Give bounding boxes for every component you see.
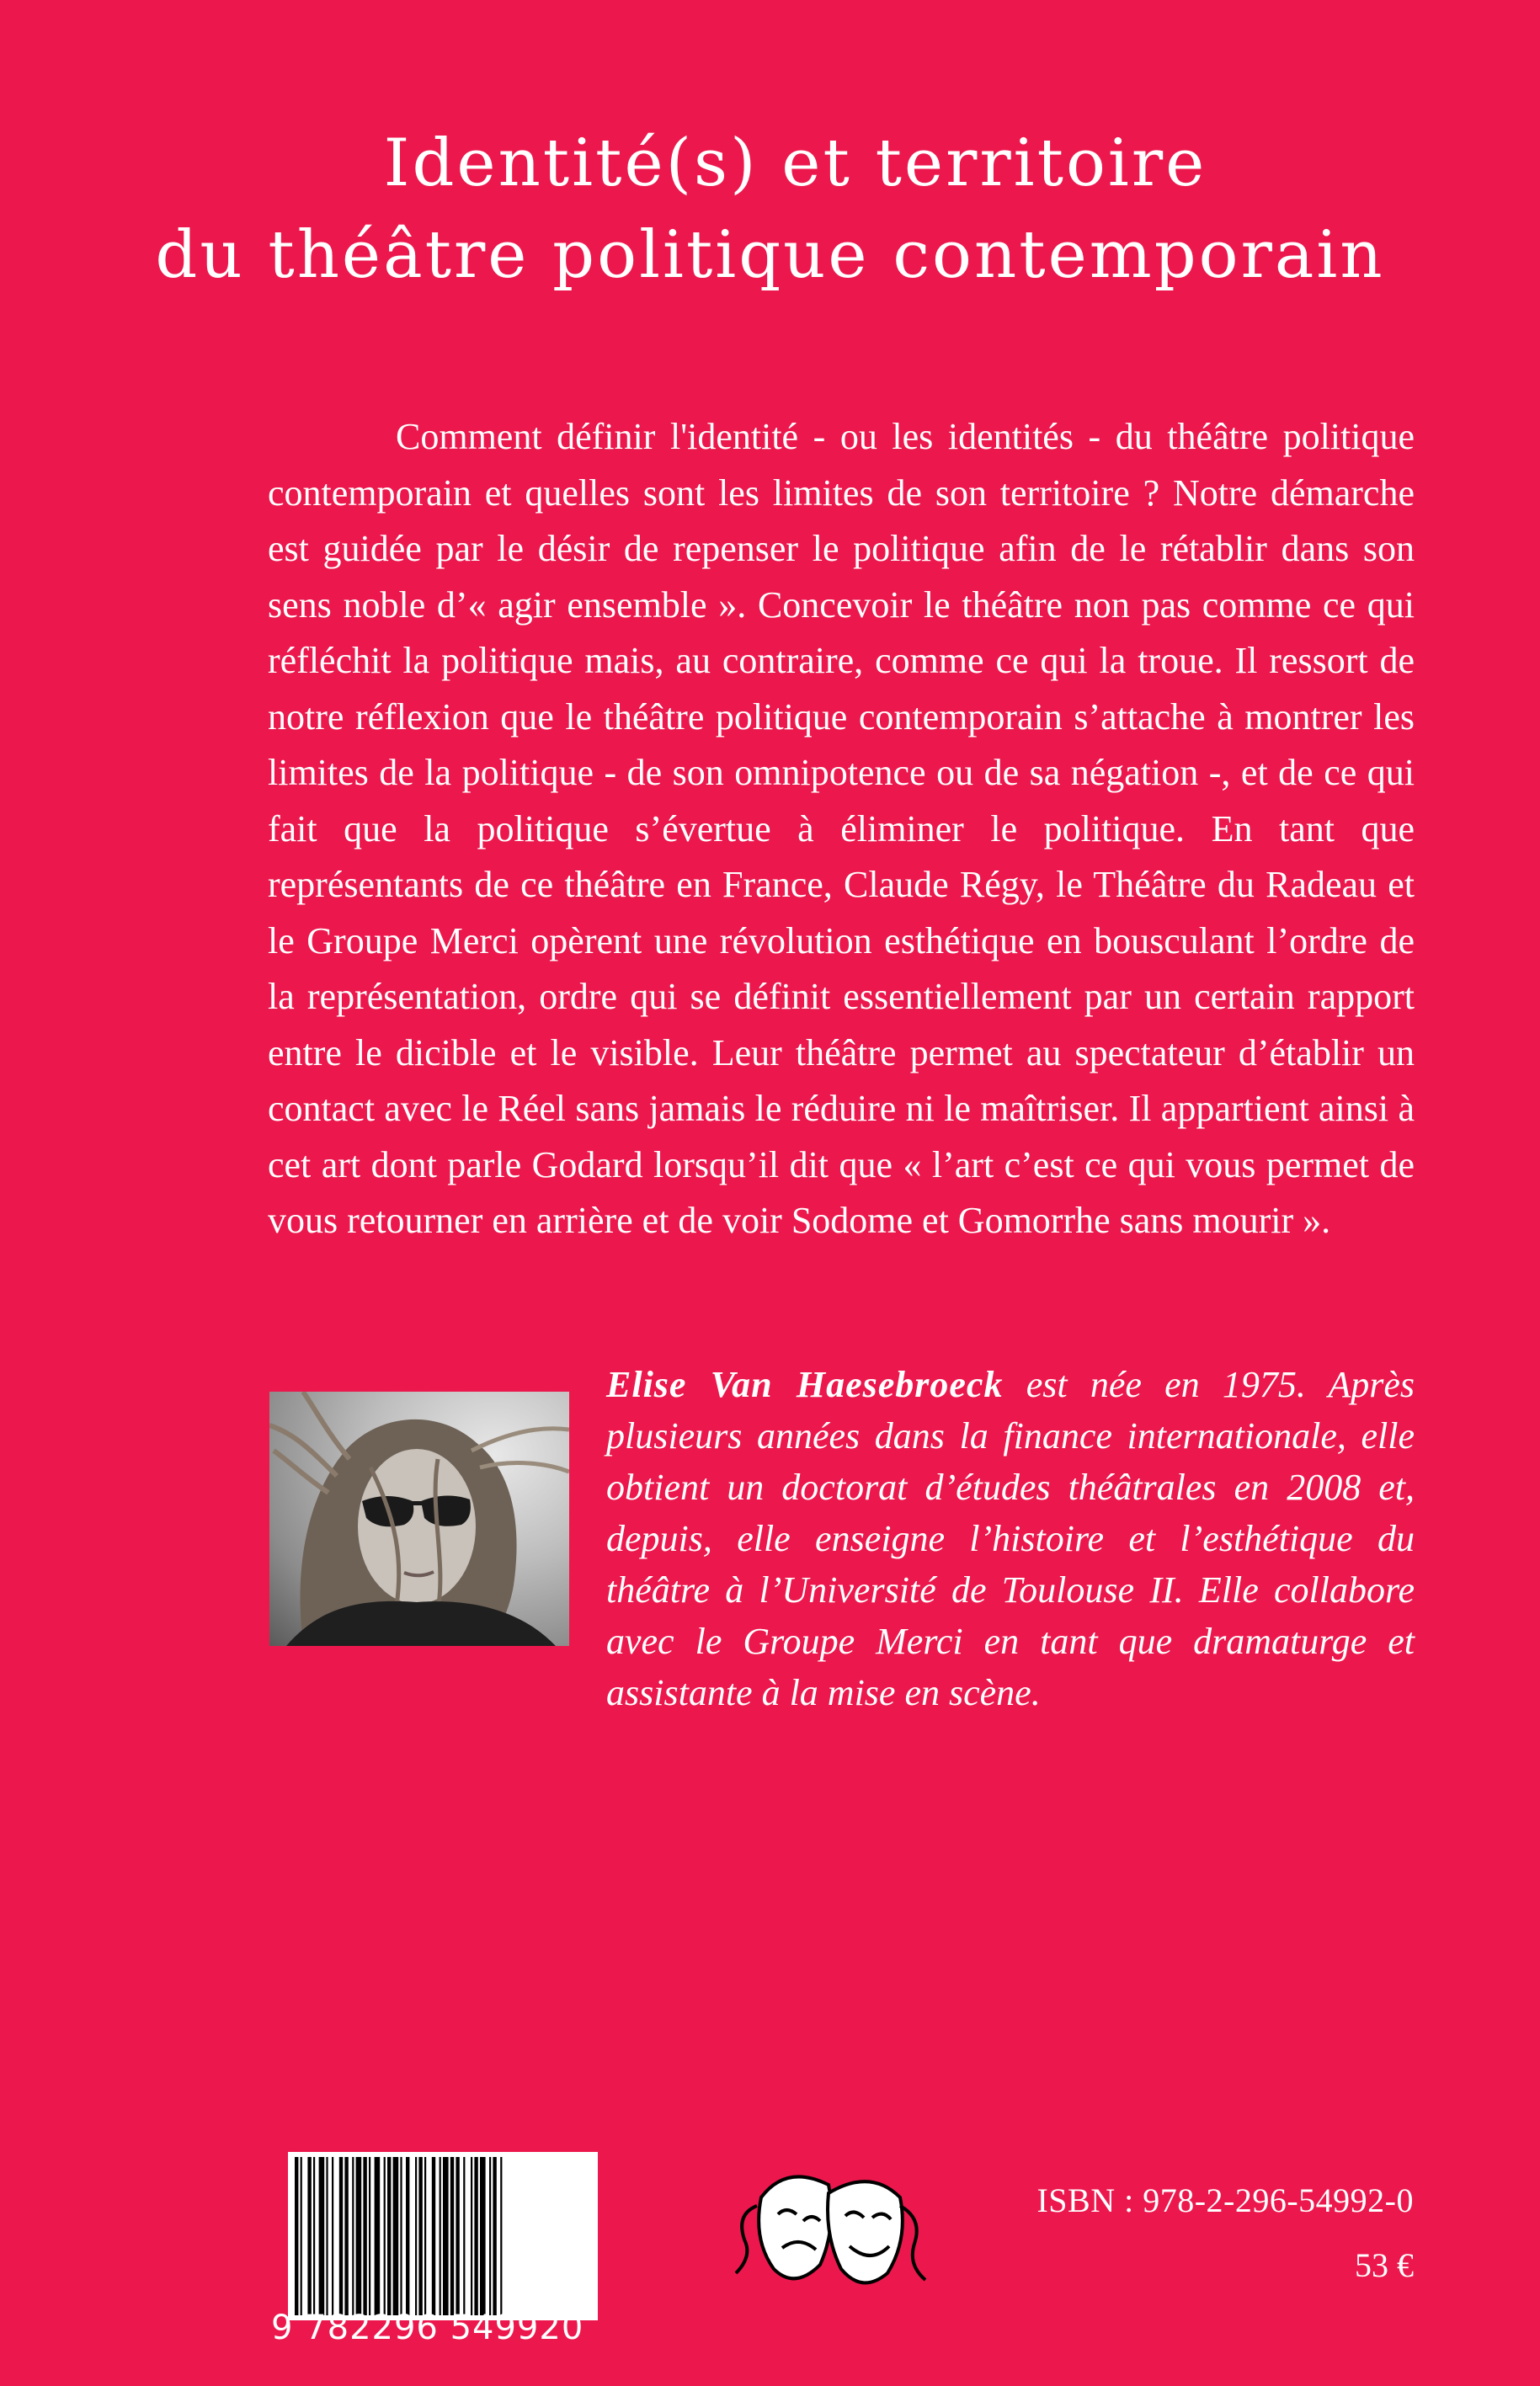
author-bio-text: est née en 1975. Après plusieurs années dans la finance internationale, elle obtient un doctorat d’études théâtrales en 2008 et, depuis, elle enseigne l’histoire et l’esthétique du théâtre à l’Université de Toulouse II. Elle collabore avec le Groupe Merci en tant que dramaturge et assistante à la mise en scène. <box>606 1364 1415 1713</box>
isbn-number: ISBN : 978-2-296-54992-0 <box>1036 2181 1414 2219</box>
barcode-bar <box>493 2157 496 2315</box>
barcode-bar <box>418 2157 422 2315</box>
barcode-bar <box>443 2157 449 2315</box>
barcode-bar <box>440 2157 441 2315</box>
barcode-bar <box>384 2157 386 2315</box>
barcode-bar <box>319 2157 325 2315</box>
barcode-bar <box>456 2157 459 2315</box>
barcode-digits: 9 782296 549920 <box>271 2309 584 2347</box>
barcode-bar <box>500 2157 502 2315</box>
barcode-bar <box>301 2157 302 2315</box>
barcode-bar <box>352 2157 354 2315</box>
theatre-masks-icon <box>727 2147 930 2307</box>
barcode-bar <box>400 2157 402 2315</box>
title-line-2: du théâtre politique contemporain <box>155 217 1385 294</box>
barcode-bar <box>471 2157 472 2315</box>
barcode-bar <box>393 2157 399 2315</box>
barcode-bar <box>313 2157 315 2315</box>
barcode-bar <box>463 2157 465 2315</box>
barcode-bar <box>375 2157 381 2315</box>
author-bio <box>606 1359 1415 1718</box>
author-photo <box>269 1392 569 1646</box>
barcode-bar <box>387 2157 391 2315</box>
barcode-bar <box>450 2157 454 2315</box>
barcode-bar <box>339 2157 343 2315</box>
barcode-bar <box>406 2157 409 2315</box>
book-summary: Comment définir l'identité - ou les identités - du théâtre politique contemporain et quelles sont les limites de son territoire ? Notre démarche est guidée par le désir de repenser le politique afin de le rétablir dans son sens noble d’« agir ensemble ». Concevoir le théâtre non pas comme ce qui réfléchit la politique mais, au contraire, comme ce qui la troue. Il ressort de notre réflexion que le théâtre politique contemporain s’attache à montrer les limites de la politique - de son omnipotence ou de sa négation -, et de ce qui fait que la politique s’évertue à éliminer le politique. En tant que représentants de ce théâtre en France, Claude Régy, le Théâtre du Radeau et le Groupe Merci opèrent une révolution esthétique en bousculant l’ordre de la représentation, ordre qui se définit essentiellement par un certain rapport entre le dicible et le visible. Leur théâtre permet au spectateur d’établir un contact avec le Réel sans jamais le réduire ni le maîtriser. Il appartient ainsi à cet art dont parle Godard lorsqu’il dit que « l’art c’est ce qui vous permet de vous retourner en arrière et de voir Sodome et Gomorrhe sans mourir ». <box>268 416 1415 1241</box>
barcode-bar <box>474 2157 477 2315</box>
barcode <box>288 2152 598 2320</box>
barcode-bar <box>415 2157 417 2315</box>
author-name: Elise Van Haesebroeck <box>606 1364 1004 1405</box>
barcode-bar <box>363 2157 366 2315</box>
author-portrait-image <box>269 1392 569 1646</box>
title-line-1: Identité(s) et territoire <box>383 125 1207 201</box>
book-price: 53 € <box>1355 2246 1414 2284</box>
barcode-bar <box>369 2157 370 2315</box>
barcode-bars <box>288 2152 598 2320</box>
barcode-bar <box>344 2157 348 2315</box>
barcode-bar <box>480 2157 486 2315</box>
book-title <box>0 118 1540 301</box>
barcode-bar <box>295 2157 298 2315</box>
barcode-bar <box>326 2157 328 2315</box>
barcode-bar <box>432 2157 435 2315</box>
barcode-bar <box>356 2157 362 2315</box>
barcode-bar <box>332 2157 333 2315</box>
barcode-bar <box>307 2157 311 2315</box>
barcode-bar <box>489 2157 491 2315</box>
barcode-bar <box>424 2157 426 2315</box>
